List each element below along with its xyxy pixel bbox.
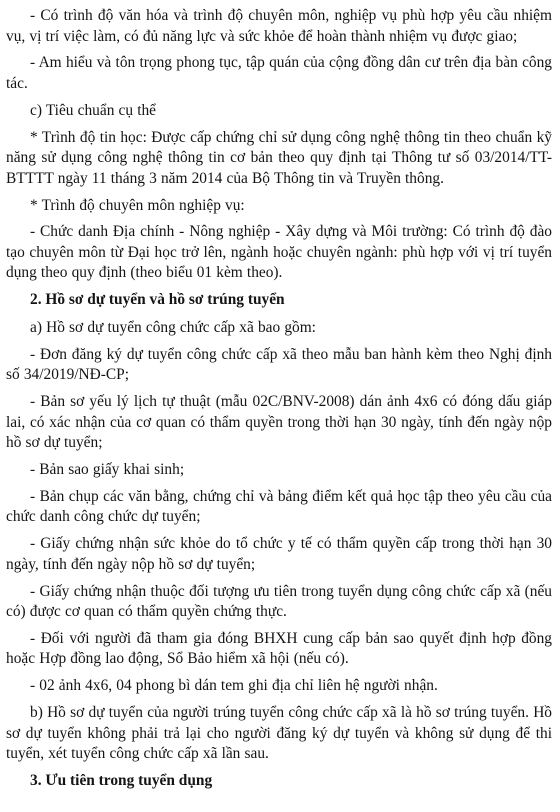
paragraph-social-insurance: - Đối với người đã tham gia đóng BHXH cung cấp bản sao quyết định hợp đồng hoặc Hợp đồng lao động, Sổ Bảo hiểm xã hội (nếu có).: [6, 629, 552, 668]
paragraph-it-skills: * Trình độ tin học: Được cấp chứng chỉ sử dụng công nghệ thông tin theo chuẩn kỹ năng sử dụng công nghệ thông tin cơ bản theo quy định tại Thông tư số 03/2014/TT-BTTTT ngày 11 tháng 3 năm 2014 của Bộ Thông tin và Truyền thông.: [6, 128, 552, 187]
paragraph-professional-level: * Trình độ chuyên môn nghiệp vụ:: [30, 196, 245, 214]
paragraph-specific-standards: c) Tiêu chuẩn cụ thể: [30, 101, 157, 119]
paragraph-photos: - 02 ảnh 4x6, 04 phong bì dán tem ghi địa chỉ liên hệ người nhận.: [30, 677, 438, 695]
paragraph-qualification: - Có trình độ văn hóa và trình độ chuyên môn, nghiệp vụ phù hợp yêu cầu nhiệm vụ, vị trí việc làm, có đủ năng lực và sức khỏe để hoàn thành nhiệm vụ được giao;: [6, 7, 552, 45]
paragraph-job-title: - Chức danh Địa chính - Nông nghiệp - Xây dựng và Môi trường: Có trình độ đào tạo chuyên môn từ Đại học trở lên, ngành hoặc chuyên ngành: phù hợp với vị trí tuyển dụng theo quy định (theo biểu 01 kèm theo).: [6, 223, 552, 282]
paragraph-birth-certificate: - Bản sao giấy khai sinh;: [30, 460, 185, 478]
paragraph-diplomas: - Bản chụp các văn bằng, chứng chỉ và bảng điểm kết quả học tập theo yêu cầu của chức danh công chức dự tuyển;: [6, 487, 552, 526]
paragraph-health-certificate: - Giấy chứng nhận sức khỏe do tổ chức y tế có thẩm quyền cấp trong thời hạn 30 ngày, tính đến ngày nộp hồ sơ dự tuyển;: [6, 535, 552, 573]
paragraph-application-form: - Đơn đăng ký dự tuyển công chức cấp xã theo mẫu ban hành kèm theo Nghị định số 34/2019/NĐ-CP;: [6, 345, 552, 384]
paragraph-winning-dossier: b) Hồ sơ dự tuyển của người trúng tuyển công chức cấp xã là hồ sơ trúng tuyển. Hồ sơ dự tuyển không phải trả lại cho người đăng ký dự tuyển và không sử dụng để thi tuyển, xét tuyển công chức cấp xã lần sau.: [6, 704, 552, 763]
paragraph-resume: - Bản sơ yếu lý lịch tự thuật (mẫu 02C/BNV-2008) dán ảnh 4x6 có đóng dấu giáp lai, có xác nhận của cơ quan có thẩm quyền trong thời hạn 30 ngày, tính đến ngày nộp hồ sơ dự tuyển;: [6, 393, 552, 452]
section-heading-2: 2. Hồ sơ dự tuyển và hồ sơ trúng tuyển: [30, 291, 285, 309]
paragraph-priority-certificate: - Giấy chứng nhận thuộc đối tượng ưu tiên trong tuyển dụng công chức cấp xã (nếu có) được cơ quan có thẩm quyền chứng thực.: [6, 582, 552, 621]
paragraph-customs: - Am hiểu và tôn trọng phong tục, tập quán của cộng đồng dân cư trên địa bàn công tác.: [6, 54, 552, 92]
section-heading-3: 3. Ưu tiên trong tuyển dụng: [30, 772, 213, 789]
paragraph-dossier-intro: a) Hồ sơ dự tuyển công chức cấp xã bao gồm:: [30, 318, 316, 336]
